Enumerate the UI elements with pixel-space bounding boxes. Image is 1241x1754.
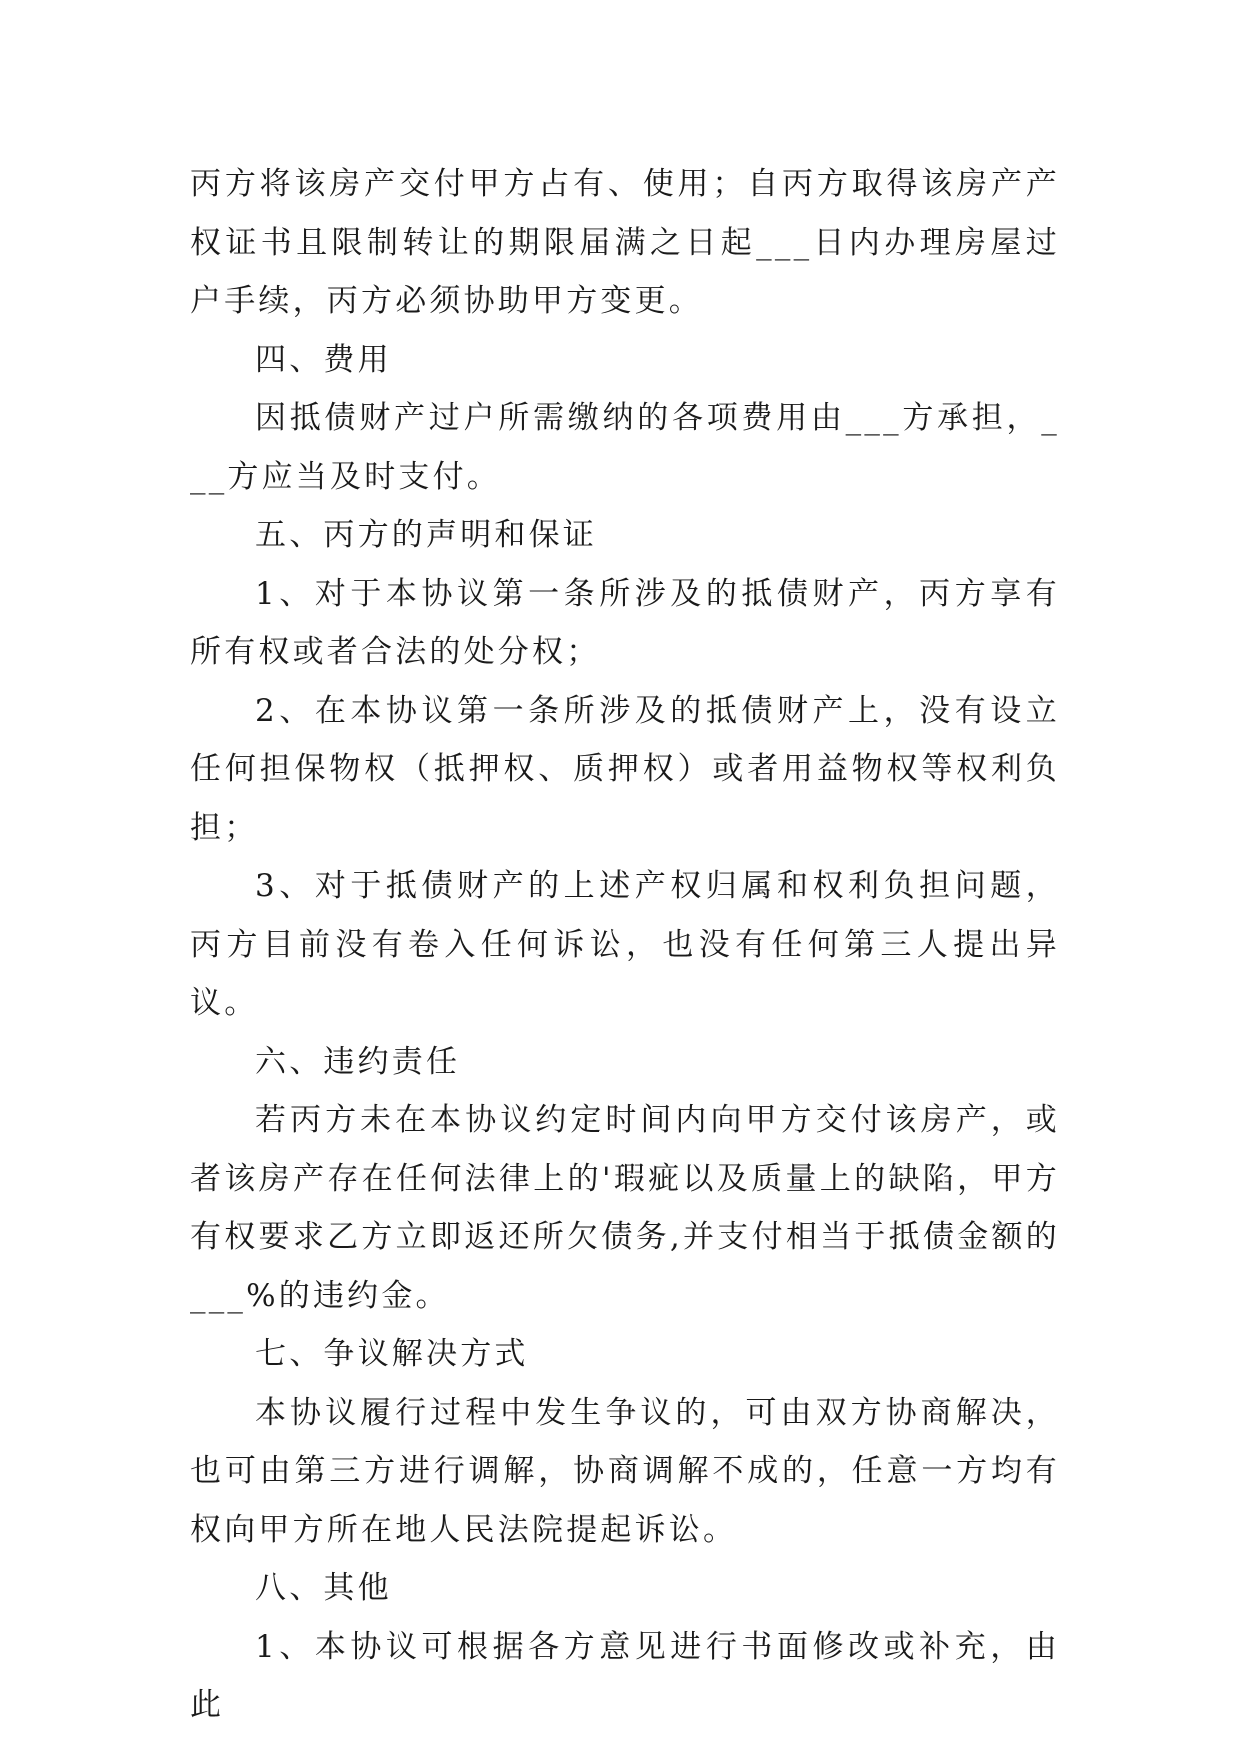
paragraph-declaration-2: 2、在本协议第一条所涉及的抵债财产上，没有设立任何担保物权（抵押权、质押权）或者用益物权等权利负担；: [190, 692, 1060, 846]
heading-declarations: 五、丙方的声明和保证: [255, 517, 597, 553]
document-body: [190, 155, 1060, 1735]
paragraph-other-1: 1、本协议可根据各方意见进行书面修改或补充，由此: [190, 1628, 1060, 1723]
heading-other: 八、其他: [255, 1570, 392, 1606]
paragraph-fees: 因抵债财产过户所需缴纳的各项费用由___方承担，___方应当及时支付。: [190, 400, 1060, 495]
heading-fees: 四、费用: [255, 341, 392, 378]
paragraph-declaration-3: 3、对于抵债财产的上述产权归属和权利负担问题，丙方目前没有卷入任何诉讼，也没有任何第三人提出异议。: [190, 868, 1060, 1021]
paragraph-liability: 若丙方未在本协议约定时间内向甲方交付该房产，或者该房产存在任何法律上的'瑕疵以及质量上的缺陷，甲方有权要求乙方立即返还所欠债务,并支付相当于抵债金额的___%的违约金。: [190, 1102, 1060, 1314]
paragraph-delivery-transfer: 丙方将该房产交付甲方占有、使用；自丙方取得该房产产权证书且限制转让的期限届满之日起___日内办理房屋过户手续，丙方必须协助甲方变更。: [190, 166, 1060, 319]
paragraph-dispute: 本协议履行过程中发生争议的，可由双方协商解决，也可由第三方进行调解，协商调解不成的，任意一方均有权向甲方所在地人民法院提起诉讼。: [190, 1394, 1060, 1548]
paragraph-declaration-1: 1、对于本协议第一条所涉及的抵债财产，丙方享有所有权或者合法的处分权；: [190, 575, 1060, 670]
heading-liability: 六、违约责任: [255, 1043, 461, 1080]
heading-dispute: 七、争议解决方式: [255, 1336, 529, 1372]
